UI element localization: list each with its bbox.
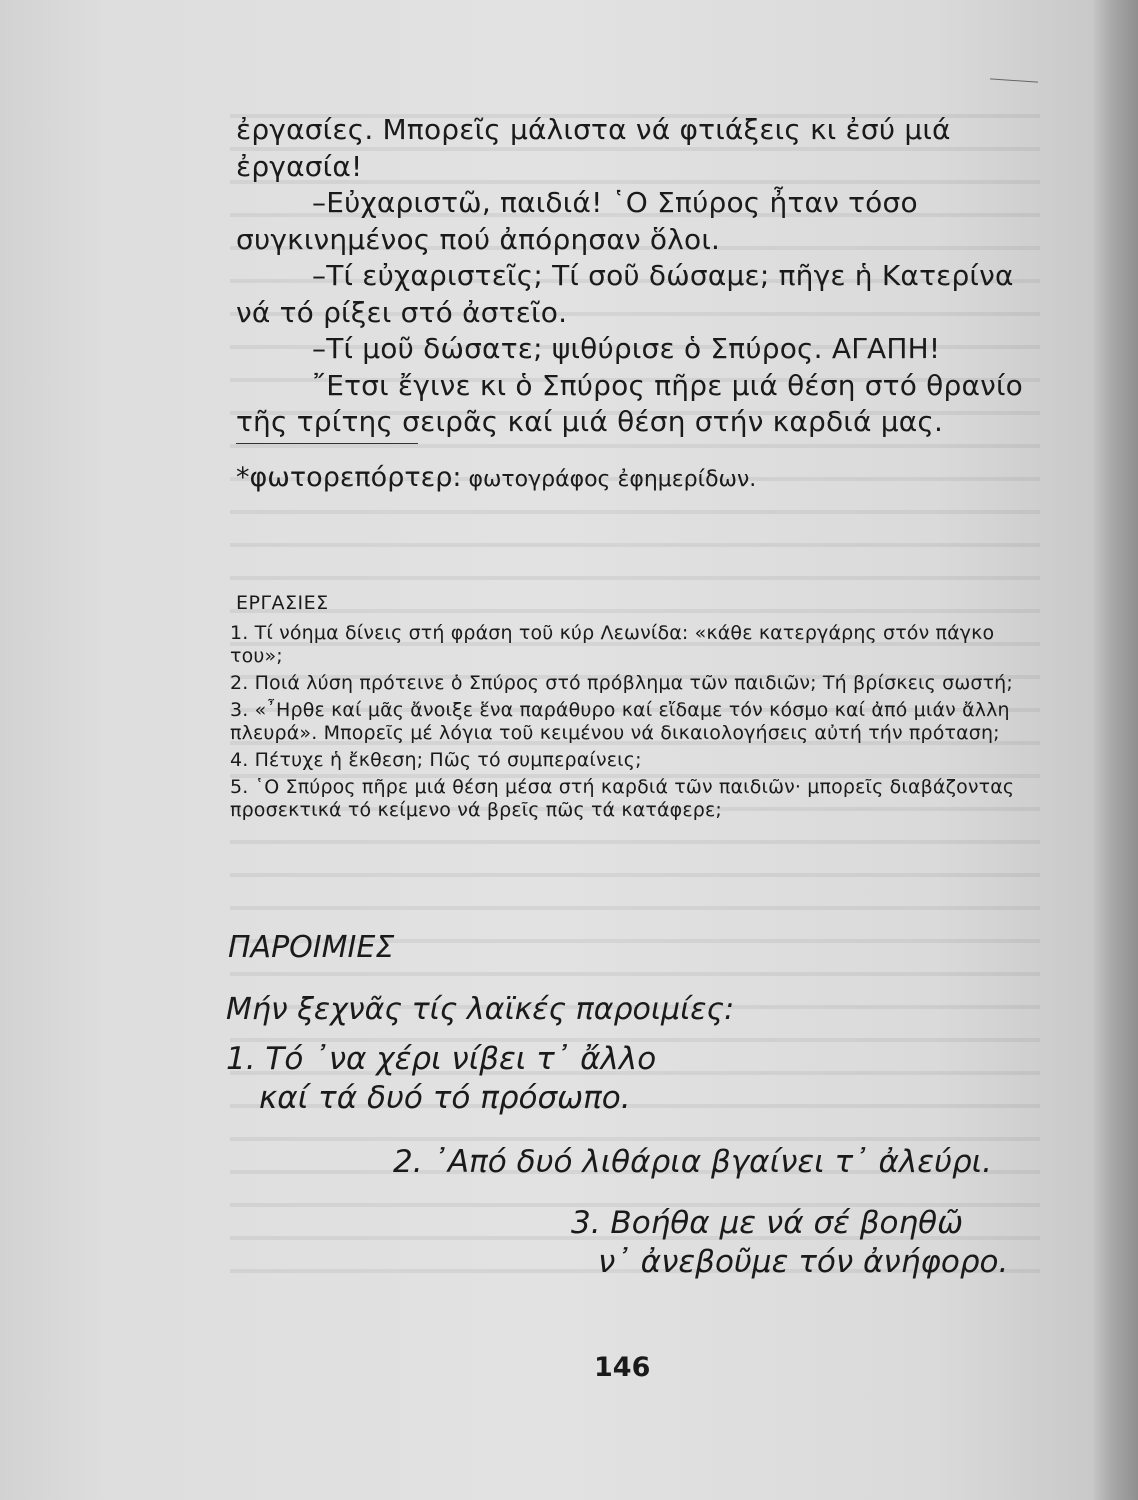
footnote-definition: φωτογράφος ἐφημερίδων. xyxy=(468,467,757,492)
proverb-line: 2. ᾽Από δυό λιθάρια βγαίνει τ᾽ ἀλεύρι. xyxy=(393,1144,993,1180)
footnote-term: *φωτορεπόρτερ: xyxy=(236,462,462,493)
proverbs-title: ΠΑΡΟΙΜΙΕΣ xyxy=(228,930,395,965)
proverb-line: 3. Βοήθα με νά σέ βοηθῶ xyxy=(571,1205,964,1241)
exercises-title: ΕΡΓΑΣΙΕΣ xyxy=(236,592,329,614)
proverb-1 xyxy=(226,1040,656,1118)
paragraph: –Τί εὐχαριστεῖς; Τί σοῦ δώσαμε; πῆγε ἡ Κατερίνα νά τό ρίξει στό ἀστεῖο. xyxy=(236,259,1014,329)
proverb-line: ν᾽ ἀνεβοῦμε τόν ἀνήφορο. xyxy=(598,1244,1009,1280)
main-text xyxy=(236,112,1036,441)
footnote xyxy=(236,462,756,493)
exercises-list xyxy=(230,622,1030,826)
proverb-2 xyxy=(393,1143,992,1182)
proverb-line: 1. Τό ᾽να χέρι νίβει τ᾽ ἄλλο xyxy=(226,1041,657,1077)
paragraph: –Τί μοῦ δώσατε; ψιθύρισε ὁ Σπύρος. ΑΓΑΠΗ! xyxy=(312,332,941,365)
page-number: 146 xyxy=(594,1352,651,1383)
exercise-item: 5. ῾Ο Σπύρος πῆρε μιά θέση μέσα στή καρδιά τῶν παιδιῶν· μπορεῖς διαβάζοντας προσεκτικά τό κείμενο νά βρεῖς πῶς τά κατάφερε; xyxy=(230,776,1015,821)
paragraph: –Εὐχαριστῶ, παιδιά! ῾Ο Σπύρος ἦταν τόσο συγκινημένος πού ἀπόρησαν ὅλοι. xyxy=(236,186,918,256)
paragraph: ῎Ετσι ἔγινε κι ὁ Σπύρος πῆρε μιά θέση στό θρανίο τῆς τρίτης σειρᾶς καί μιά θέση στήν καρδιά μας. xyxy=(236,368,1023,438)
proverb-line: καί τά δυό τό πρόσωπο. xyxy=(259,1080,631,1116)
paragraph: ἐργασίες. Μπορεῖς μάλιστα νά φτιάξεις κι ἐσύ μιά ἐργασία! xyxy=(236,113,951,183)
corner-mark xyxy=(990,78,1038,82)
exercise-item: 1. Τί νόημα δίνεις στή φράση τοῦ κύρ Λεωνίδα: «κάθε κατεργάρης στόν πάγκο του»; xyxy=(230,622,995,667)
book-spine-shadow xyxy=(1094,0,1138,1500)
exercise-item: 3. «῏Ηρθε καί μᾶς ἄνοιξε ἕνα παράθυρο καί εἴδαμε τόν κόσμο καί ἀπό μιάν ἄλλη πλευρά». Μπορεῖς μέ λόγια τοῦ κειμένου νά δικαιολογήσεις αὐτή τήν πρόταση; xyxy=(230,699,1010,744)
exercise-item: 4. Πέτυχε ἡ ἔκθεση; Πῶς τό συμπεραίνεις; xyxy=(230,749,642,771)
exercise-item: 2. Ποιά λύση πρότεινε ὁ Σπύρος στό πρόβλημα τῶν παιδιῶν; Τή βρίσκεις σωστή; xyxy=(230,672,1013,694)
proverb-3 xyxy=(571,1204,1008,1282)
footnote-divider xyxy=(236,443,418,444)
proverbs-intro: Μήν ξεχνᾶς τίς λαϊκές παροιμίες: xyxy=(226,992,735,1027)
